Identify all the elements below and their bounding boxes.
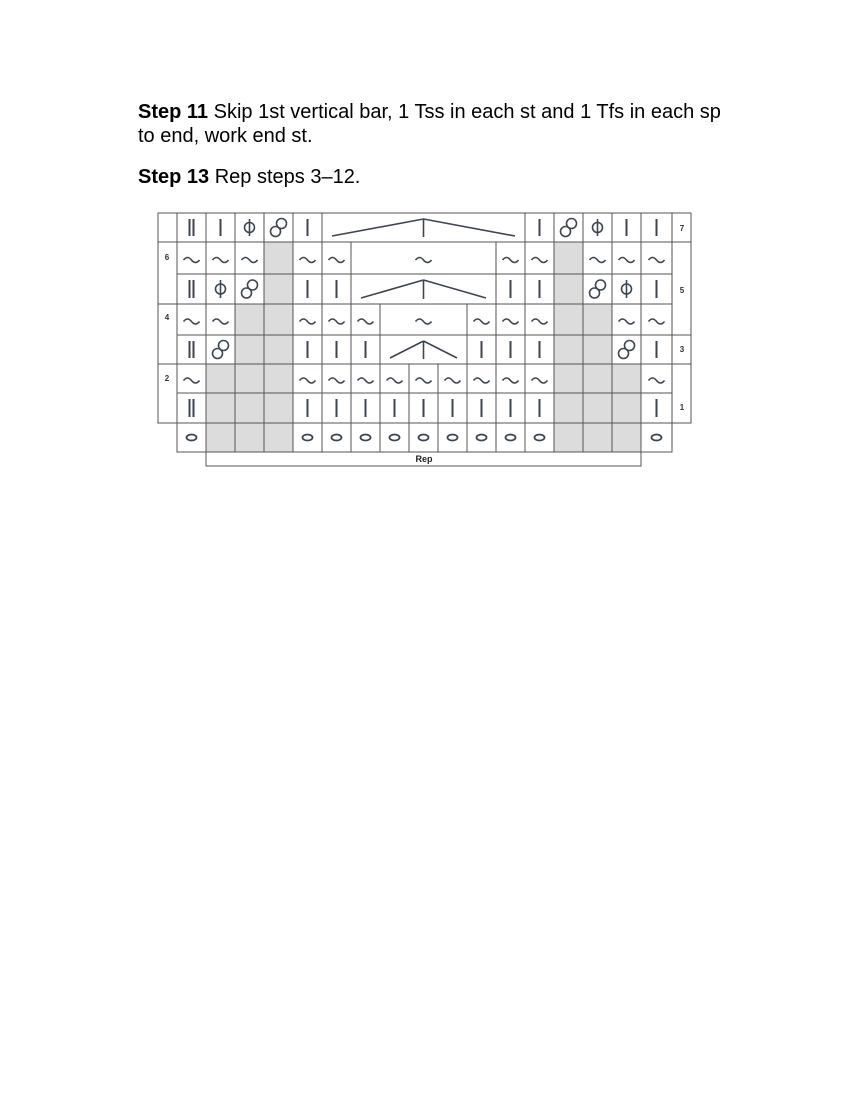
oval-chain-icon: [390, 435, 400, 441]
chart-cell: [177, 423, 206, 452]
tilde-space-icon: [532, 258, 548, 263]
chart-cell: [583, 242, 612, 274]
tilde-space-icon: [300, 378, 316, 383]
decrease-cluster-icon: [332, 219, 424, 236]
figure-eight-stitch-icon: [590, 288, 600, 298]
chart-cell: [293, 423, 322, 452]
grey-no-stitch-cell: [235, 423, 264, 452]
row-number-label: 2: [164, 374, 170, 383]
chart-cell: [496, 242, 525, 274]
chart-cell: [177, 213, 206, 242]
chart-cell: [177, 274, 206, 304]
row-number-label: 3: [679, 345, 685, 354]
chart-cell: [641, 304, 672, 335]
chart-cell: [380, 364, 409, 393]
grey-no-stitch-cell: [583, 423, 612, 452]
row-number-cell: [158, 213, 177, 242]
grey-no-stitch-cell: [264, 335, 293, 364]
figure-eight-stitch-icon: [619, 349, 629, 359]
grey-no-stitch-cell: [206, 364, 235, 393]
chart-cell: [409, 423, 438, 452]
tilde-space-icon: [329, 378, 345, 383]
chart-cell: [525, 242, 554, 274]
chart-cell: [351, 304, 380, 335]
tilde-space-icon: [387, 378, 403, 383]
chart-cell: [322, 364, 351, 393]
oval-chain-icon: [332, 435, 342, 441]
tilde-space-icon: [619, 258, 635, 263]
step-label: Step 11: [138, 101, 209, 123]
chart-cell: [438, 364, 467, 393]
row-number-label: 1: [679, 403, 685, 412]
row-number-cell: [158, 242, 177, 304]
tilde-space-icon: [503, 378, 519, 383]
grey-no-stitch-cell: [554, 393, 583, 423]
row-number-label: 5: [679, 286, 685, 295]
tilde-space-icon: [649, 258, 665, 263]
figure-eight-stitch-icon: [561, 227, 571, 237]
chart-cell: [496, 364, 525, 393]
oval-chain-icon: [506, 435, 516, 441]
chart-cell: [177, 393, 206, 423]
chart-cell: [351, 423, 380, 452]
decrease-cluster-icon: [390, 341, 424, 358]
chart-cell: [351, 364, 380, 393]
tilde-space-icon: [590, 258, 606, 263]
chart-cell: [496, 423, 525, 452]
figure-eight-stitch-icon: [242, 288, 252, 298]
oval-chain-icon: [652, 435, 662, 441]
grey-no-stitch-cell: [554, 364, 583, 393]
chart-cell: [351, 242, 496, 274]
step-text: Skip 1st vertical bar, 1 Tss in each st and 1 Tfs in each sp to end, work end st.: [138, 101, 721, 147]
tilde-space-icon: [416, 258, 432, 263]
chart-cell: [641, 423, 672, 452]
oval-chain-icon: [477, 435, 487, 441]
grey-no-stitch-cell: [235, 304, 264, 335]
tilde-space-icon: [242, 258, 258, 263]
chart-cell: [467, 304, 496, 335]
tilde-space-icon: [619, 319, 635, 324]
grey-no-stitch-cell: [235, 335, 264, 364]
tilde-space-icon: [358, 378, 374, 383]
decrease-cluster-icon: [424, 219, 516, 236]
grey-no-stitch-cell: [264, 274, 293, 304]
grey-no-stitch-cell: [264, 304, 293, 335]
grey-no-stitch-cell: [235, 393, 264, 423]
grey-no-stitch-cell: [264, 242, 293, 274]
tilde-space-icon: [300, 258, 316, 263]
tilde-space-icon: [649, 378, 665, 383]
chart-cell: [525, 364, 554, 393]
chart-cell: [322, 423, 351, 452]
chart-cell: [641, 364, 672, 393]
tilde-space-icon: [532, 378, 548, 383]
chart-cell: [612, 242, 641, 274]
grey-no-stitch-cell: [554, 335, 583, 364]
grey-no-stitch-cell: [583, 304, 612, 335]
decrease-cluster-icon: [424, 341, 458, 358]
chart-cell: [206, 242, 235, 274]
figure-eight-stitch-icon: [213, 349, 223, 359]
decrease-cluster-icon: [424, 280, 487, 298]
chart-cell: [206, 304, 235, 335]
grey-no-stitch-cell: [554, 274, 583, 304]
row-number-label: 7: [679, 224, 685, 233]
chart-cell: [409, 364, 438, 393]
chart-cell: [177, 364, 206, 393]
row-number-label: 4: [164, 313, 170, 322]
chart-cell: [496, 304, 525, 335]
tilde-space-icon: [329, 258, 345, 263]
chart-cell: [641, 242, 672, 274]
row-number-cell: [158, 364, 177, 423]
chart-cell: [177, 335, 206, 364]
tilde-space-icon: [300, 319, 316, 324]
chart-cell: [322, 242, 351, 274]
oval-chain-icon: [361, 435, 371, 441]
grey-no-stitch-cell: [206, 393, 235, 423]
decrease-cluster-icon: [361, 280, 424, 298]
repeat-label: Rep: [415, 454, 433, 464]
chart-cell: [380, 304, 467, 335]
tilde-space-icon: [503, 319, 519, 324]
grey-no-stitch-cell: [612, 364, 641, 393]
chart-cell: [612, 304, 641, 335]
grey-no-stitch-cell: [612, 423, 641, 452]
step-text: Rep steps 3–12.: [209, 166, 361, 188]
chart-cell: [293, 304, 322, 335]
chart-cell: [467, 423, 496, 452]
tilde-space-icon: [416, 319, 432, 324]
chart-cell: [322, 304, 351, 335]
tilde-space-icon: [184, 258, 200, 263]
grey-no-stitch-cell: [554, 423, 583, 452]
figure-eight-stitch-icon: [271, 227, 281, 237]
step-label: Step 13: [138, 166, 210, 188]
tilde-space-icon: [649, 319, 665, 324]
row-number-cell: [672, 364, 691, 423]
oval-chain-icon: [419, 435, 429, 441]
tilde-space-icon: [358, 319, 374, 324]
row-number-label: 6: [164, 253, 170, 262]
chart-cell: [293, 242, 322, 274]
grey-no-stitch-cell: [206, 423, 235, 452]
tilde-space-icon: [474, 378, 490, 383]
chart-cell: [525, 423, 554, 452]
tilde-space-icon: [474, 319, 490, 324]
tilde-space-icon: [213, 258, 229, 263]
stitch-chart: [0, 0, 850, 500]
grey-no-stitch-cell: [235, 364, 264, 393]
grey-no-stitch-cell: [264, 364, 293, 393]
oval-chain-icon: [303, 435, 313, 441]
chart-cell: [293, 364, 322, 393]
grey-no-stitch-cell: [264, 393, 293, 423]
oval-chain-icon: [187, 435, 197, 441]
grey-no-stitch-cell: [554, 242, 583, 274]
tilde-space-icon: [184, 319, 200, 324]
grey-no-stitch-cell: [583, 364, 612, 393]
tilde-space-icon: [416, 378, 432, 383]
chart-cell: [235, 242, 264, 274]
grey-no-stitch-cell: [264, 423, 293, 452]
grey-no-stitch-cell: [583, 393, 612, 423]
chart-cell: [177, 242, 206, 274]
chart-cell: [380, 423, 409, 452]
tilde-space-icon: [503, 258, 519, 263]
chart-cell: [525, 304, 554, 335]
grey-no-stitch-cell: [554, 304, 583, 335]
grey-no-stitch-cell: [612, 393, 641, 423]
oval-chain-icon: [535, 435, 545, 441]
tilde-space-icon: [445, 378, 461, 383]
oval-chain-icon: [448, 435, 458, 441]
grey-no-stitch-cell: [583, 335, 612, 364]
chart-cell: [438, 423, 467, 452]
tilde-space-icon: [532, 319, 548, 324]
tilde-space-icon: [184, 378, 200, 383]
tilde-space-icon: [213, 319, 229, 324]
chart-cell: [467, 364, 496, 393]
chart-cell: [177, 304, 206, 335]
tilde-space-icon: [329, 319, 345, 324]
